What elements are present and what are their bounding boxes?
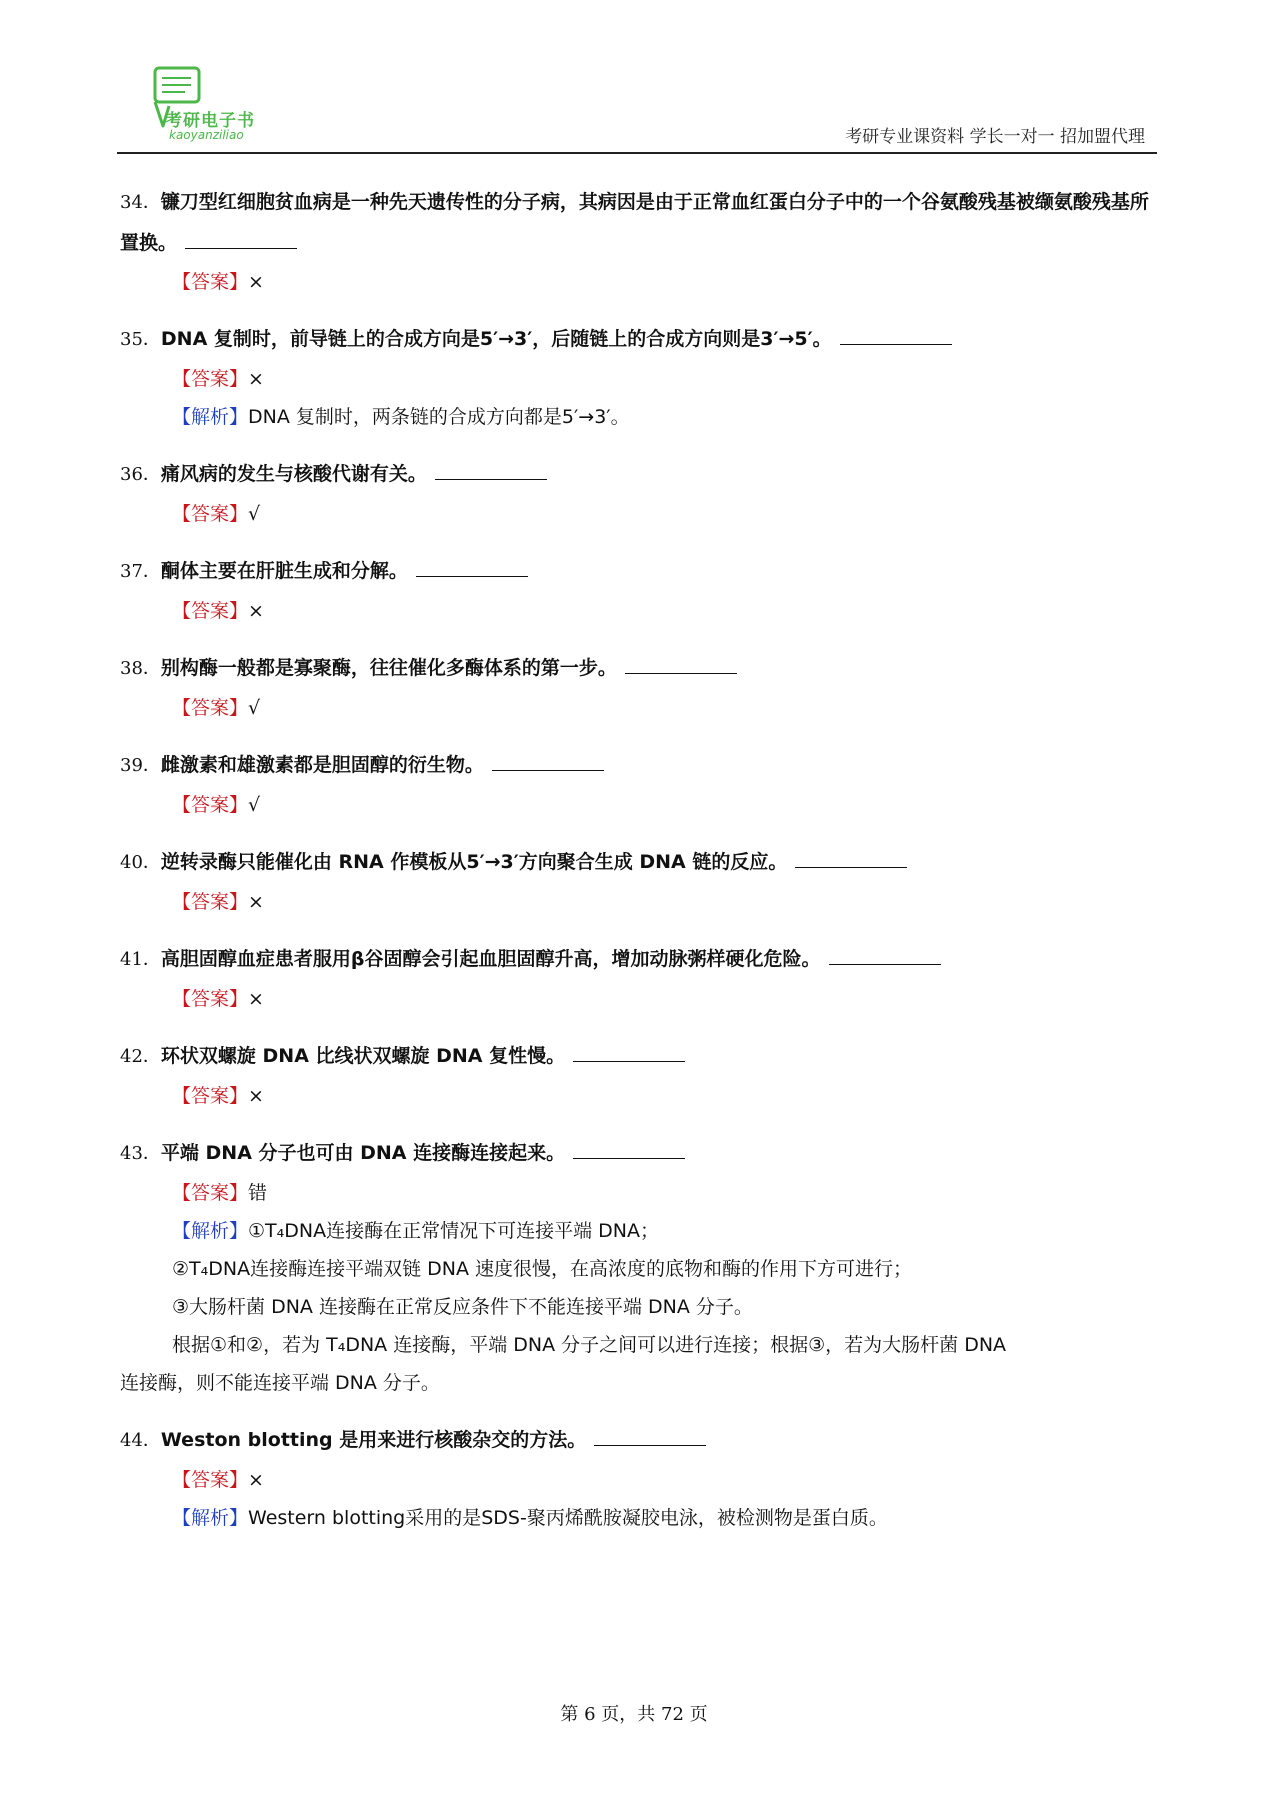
answer-tag: 【答案】 xyxy=(172,1085,249,1107)
answer-blank xyxy=(594,1444,706,1446)
answer-line xyxy=(120,786,1160,824)
question-number: 43． xyxy=(120,1143,161,1164)
question-37 xyxy=(120,551,1160,630)
answer-blank xyxy=(492,769,604,771)
answer-tag: 【答案】 xyxy=(172,1182,249,1204)
question-number: 38． xyxy=(120,658,161,679)
question-number: 41． xyxy=(120,949,161,970)
question-text: Weston blotting 是用来进行核酸杂交的方法。 xyxy=(160,1429,587,1451)
question-text: 酮体主要在肝脏生成和分解。 xyxy=(160,560,408,582)
answer-tag: 【答案】 xyxy=(172,891,249,913)
answer-value: √ xyxy=(248,503,261,525)
question-number: 42． xyxy=(120,1046,161,1067)
answer-line xyxy=(120,980,1160,1018)
question-list xyxy=(120,182,1160,1555)
answer-blank xyxy=(573,1060,685,1062)
question-number: 37． xyxy=(120,561,161,582)
explain-tag: 【解析】 xyxy=(172,1507,249,1529)
question-text: 痛风病的发生与核酸代谢有关。 xyxy=(160,463,427,485)
answer-blank xyxy=(829,963,941,965)
answer-line xyxy=(120,1461,1160,1499)
answer-value: × xyxy=(248,1085,264,1107)
question-number: 36． xyxy=(120,464,161,485)
answer-tag: 【答案】 xyxy=(172,794,249,816)
question-number: 44． xyxy=(120,1430,161,1451)
answer-line xyxy=(120,689,1160,727)
explain-line: ②T₄DNA连接酶连接平端双链 DNA 速度很慢，在高浓度的底物和酶的作用下方可进行； xyxy=(172,1258,913,1280)
question-number: 35． xyxy=(120,329,161,350)
answer-line xyxy=(120,883,1160,921)
answer-value: √ xyxy=(248,697,261,719)
question-text: 高胆固醇血症患者服用β谷固醇会引起血胆固醇升高，增加动脉粥样硬化危险。 xyxy=(160,948,821,970)
question-number: 34． xyxy=(120,192,161,213)
question-36 xyxy=(120,454,1160,533)
explain-line xyxy=(120,1212,1160,1250)
answer-value: √ xyxy=(248,794,261,816)
answer-line xyxy=(120,360,1160,398)
explain-line: ③大肠杆菌 DNA 连接酶在正常反应条件下不能连接平端 DNA 分子。 xyxy=(172,1296,753,1318)
question-text: 环状双螺旋 DNA 比线状双螺旋 DNA 复性慢。 xyxy=(160,1045,566,1067)
answer-blank xyxy=(795,866,907,868)
answer-line xyxy=(120,263,1160,301)
answer-value: × xyxy=(248,600,264,622)
logo-en-text: kaoyanziliao xyxy=(169,128,244,142)
header-slogan: 考研专业课资料 学长一对一 招加盟代理 xyxy=(845,127,1145,147)
explain-text: DNA 复制时，两条链的合成方向都是5′→3′。 xyxy=(248,406,630,428)
answer-tag: 【答案】 xyxy=(172,600,249,622)
answer-line xyxy=(120,495,1160,533)
answer-value: × xyxy=(248,271,264,293)
page-number: 第 6 页，共 72 页 xyxy=(560,1704,708,1725)
answer-line xyxy=(120,1077,1160,1115)
explain-text: Western blotting采用的是SDS-聚丙烯酰胺凝胶电泳，被检测物是蛋白质。 xyxy=(248,1507,888,1529)
question-35 xyxy=(120,319,1160,436)
question-41 xyxy=(120,939,1160,1018)
answer-value: × xyxy=(248,988,264,1010)
answer-tag: 【答案】 xyxy=(172,503,249,525)
answer-tag: 【答案】 xyxy=(172,988,249,1010)
answer-blank xyxy=(435,478,547,480)
question-39 xyxy=(120,745,1160,824)
answer-tag: 【答案】 xyxy=(172,1469,249,1491)
question-text: DNA 复制时，前导链上的合成方向是5′→3′，后随链上的合成方向则是3′→5′。 xyxy=(160,328,832,350)
conclusion-line: 连接酶，则不能连接平端 DNA 分子。 xyxy=(120,1372,440,1394)
question-43 xyxy=(120,1133,1160,1402)
question-text: 别构酶一般都是寡聚酶，往往催化多酶体系的第一步。 xyxy=(160,657,617,679)
question-text: 逆转录酶只能催化由 RNA 作模板从5′→3′方向聚合生成 DNA 链的反应。 xyxy=(160,851,788,873)
answer-line xyxy=(120,592,1160,630)
answer-blank xyxy=(185,247,297,249)
explain-tag: 【解析】 xyxy=(172,406,249,428)
question-38 xyxy=(120,648,1160,727)
question-text: 平端 DNA 分子也可由 DNA 连接酶连接起来。 xyxy=(160,1142,566,1164)
page-header xyxy=(117,60,1157,154)
answer-value: × xyxy=(248,891,264,913)
explain-tag: 【解析】 xyxy=(172,1220,249,1242)
question-text: 雌激素和雄激素都是胆固醇的衍生物。 xyxy=(160,754,484,776)
question-number: 39． xyxy=(120,755,161,776)
logo-cn-text: 考研电子书 xyxy=(165,111,255,131)
answer-blank xyxy=(840,343,952,345)
question-44 xyxy=(120,1420,1160,1537)
question-42 xyxy=(120,1036,1160,1115)
question-number: 40． xyxy=(120,852,161,873)
question-40 xyxy=(120,842,1160,921)
question-text: 镰刀型红细胞贫血病是一种先天遗传性的分子病，其病因是由于正常血红蛋白分子中的一个谷氨酸残基被缬氨酸残基所置换。 xyxy=(120,191,1149,254)
answer-tag: 【答案】 xyxy=(172,697,249,719)
answer-line xyxy=(120,1174,1160,1212)
answer-blank xyxy=(416,575,528,577)
answer-blank xyxy=(625,672,737,674)
explain-line xyxy=(120,398,1160,436)
explain-line xyxy=(120,1499,1160,1537)
answer-blank xyxy=(573,1157,685,1159)
answer-tag: 【答案】 xyxy=(172,271,249,293)
question-34 xyxy=(120,182,1160,301)
conclusion-line: 根据①和②，若为 T₄DNA 连接酶，平端 DNA 分子之间可以进行连接；根据③，若为大肠杆菌 DNA xyxy=(172,1334,1007,1356)
answer-value: × xyxy=(248,1469,264,1491)
answer-value: × xyxy=(248,368,264,390)
answer-value: 错 xyxy=(248,1182,268,1204)
answer-tag: 【答案】 xyxy=(172,368,249,390)
explain-text: ①T₄DNA连接酶在正常情况下可连接平端 DNA； xyxy=(248,1220,659,1242)
